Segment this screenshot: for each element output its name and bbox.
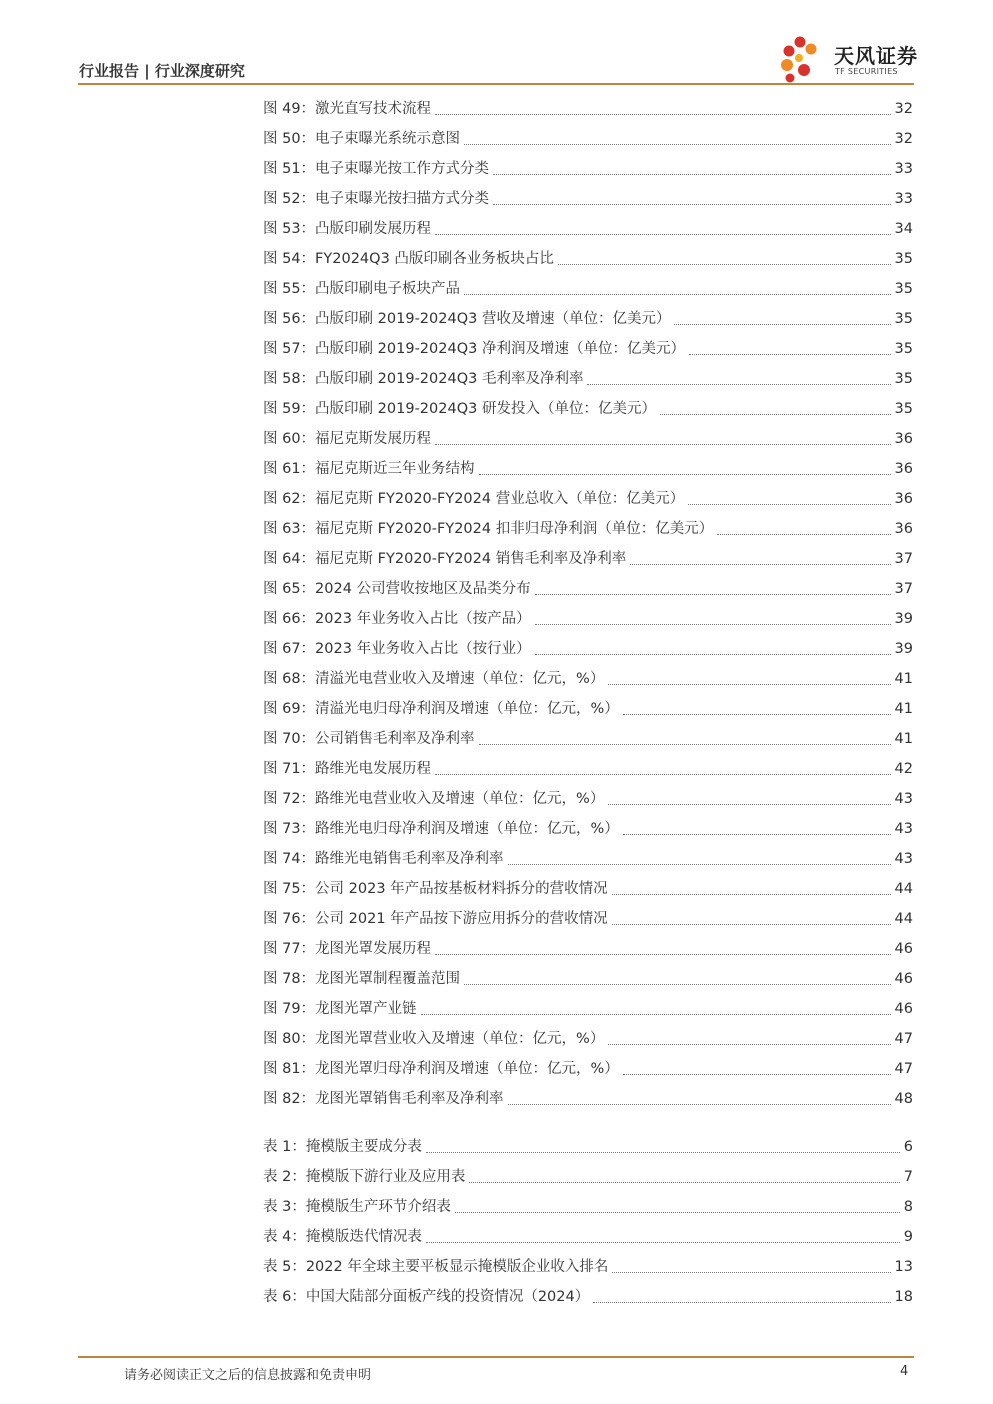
dot-leader xyxy=(426,1241,900,1243)
dot-leader xyxy=(660,413,891,415)
toc-figure-entry[interactable] xyxy=(263,784,913,814)
entry-title: 图 76：公司 2021 年产品按下游应用拆分的营收情况 xyxy=(263,911,608,927)
entry-page-number: 47 xyxy=(894,1031,913,1047)
entry-title: 图 65：2024 公司营收按地区及品类分布 xyxy=(263,581,531,597)
dot-leader xyxy=(612,1271,890,1273)
entry-title: 图 59：凸版印刷 2019-2024Q3 研发投入（单位：亿美元） xyxy=(263,401,656,417)
entry-page-number: 37 xyxy=(894,581,913,597)
entry-page-number: 36 xyxy=(894,491,913,507)
entry-title: 图 70：公司销售毛利率及净利率 xyxy=(263,731,475,747)
section-gap xyxy=(263,1114,913,1132)
dot-leader xyxy=(435,233,890,235)
dot-leader xyxy=(674,323,890,325)
dot-leader xyxy=(623,1073,891,1075)
toc-figure-entry[interactable] xyxy=(263,694,913,724)
toc-figure-entry[interactable] xyxy=(263,964,913,994)
toc-figure-entry[interactable] xyxy=(263,304,913,334)
entry-title: 图 74：路维光电销售毛利率及净利率 xyxy=(263,851,504,867)
entry-title: 图 66：2023 年业务收入占比（按产品） xyxy=(263,611,531,627)
dot-leader xyxy=(435,113,890,115)
dot-leader xyxy=(535,593,891,595)
toc-figure-entry[interactable] xyxy=(263,454,913,484)
entry-page-number: 39 xyxy=(894,641,913,657)
dot-leader xyxy=(608,803,890,805)
figure-list xyxy=(263,94,913,1114)
entry-title: 表 1：掩模版主要成分表 xyxy=(263,1139,422,1155)
toc-figure-entry[interactable] xyxy=(263,814,913,844)
entry-title: 图 78：龙图光罩制程覆盖范围 xyxy=(263,971,461,987)
toc-figure-entry[interactable] xyxy=(263,124,913,154)
entry-title: 图 80：龙图光罩营业收入及增速（单位：亿元，%） xyxy=(263,1031,605,1047)
entry-title: 图 54：FY2024Q3 凸版印刷各业务板块占比 xyxy=(263,251,554,267)
entry-title: 图 79：龙图光罩产业链 xyxy=(263,1001,417,1017)
toc-figure-entry[interactable] xyxy=(263,94,913,124)
toc-figure-entry[interactable] xyxy=(263,994,913,1024)
entry-title: 图 61：福尼克斯近三年业务结构 xyxy=(263,461,475,477)
dot-leader xyxy=(435,773,890,775)
entry-page-number: 8 xyxy=(903,1199,913,1215)
entry-page-number: 42 xyxy=(894,761,913,777)
entry-title: 图 62：福尼克斯 FY2020-FY2024 营业总收入（单位：亿美元） xyxy=(263,491,685,507)
logo-chinese-text: 天风证券 xyxy=(834,44,918,68)
dot-leader xyxy=(455,1211,900,1213)
entry-page-number: 36 xyxy=(894,521,913,537)
toc-table-entry[interactable] xyxy=(263,1192,913,1222)
entry-title: 图 72：路维光电营业收入及增速（单位：亿元，%） xyxy=(263,791,605,807)
toc-figure-entry[interactable] xyxy=(263,1024,913,1054)
flower-logo-icon xyxy=(778,34,830,84)
entry-title: 图 49：激光直写技术流程 xyxy=(263,101,432,117)
entry-page-number: 35 xyxy=(894,371,913,387)
entry-page-number: 33 xyxy=(894,191,913,207)
entry-page-number: 33 xyxy=(894,161,913,177)
dot-leader xyxy=(508,863,891,865)
entry-title: 图 53：凸版印刷发展历程 xyxy=(263,221,432,237)
dot-leader xyxy=(479,743,891,745)
dot-leader xyxy=(587,383,890,385)
toc-figure-entry[interactable] xyxy=(263,184,913,214)
dot-leader xyxy=(426,1151,900,1153)
entry-page-number: 35 xyxy=(894,401,913,417)
toc-figure-entry[interactable] xyxy=(263,424,913,454)
dot-leader xyxy=(464,143,890,145)
entry-title: 图 52：电子束曝光按扫描方式分类 xyxy=(263,191,490,207)
dot-leader xyxy=(630,563,890,565)
dot-leader xyxy=(493,173,890,175)
toc-figure-entry[interactable] xyxy=(263,754,913,784)
entry-title: 图 57：凸版印刷 2019-2024Q3 净利润及增速（单位：亿美元） xyxy=(263,341,685,357)
dot-leader xyxy=(508,1103,891,1105)
entry-page-number: 46 xyxy=(894,1001,913,1017)
entry-title: 图 71：路维光电发展历程 xyxy=(263,761,432,777)
entry-page-number: 43 xyxy=(894,791,913,807)
report-category-header: 行业报告 | 行业深度研究 xyxy=(79,62,245,80)
entry-page-number: 44 xyxy=(894,911,913,927)
entry-title: 表 6：中国大陆部分面板产线的投资情况（2024） xyxy=(263,1289,590,1305)
dot-leader xyxy=(623,713,891,715)
entry-page-number: 35 xyxy=(894,281,913,297)
dot-leader xyxy=(435,443,890,445)
table-of-contents xyxy=(263,94,913,1312)
entry-page-number: 41 xyxy=(894,671,913,687)
entry-title: 图 67：2023 年业务收入占比（按行业） xyxy=(263,641,531,657)
entry-page-number: 35 xyxy=(894,251,913,267)
entry-title: 表 5：2022 年全球主要平板显示掩模版企业收入排名 xyxy=(263,1259,609,1275)
toc-table-entry[interactable] xyxy=(263,1282,913,1312)
entry-title: 图 60：福尼克斯发展历程 xyxy=(263,431,432,447)
toc-figure-entry[interactable] xyxy=(263,724,913,754)
toc-figure-entry[interactable] xyxy=(263,664,913,694)
entry-page-number: 39 xyxy=(894,611,913,627)
toc-table-entry[interactable] xyxy=(263,1222,913,1252)
entry-page-number: 9 xyxy=(903,1229,913,1245)
logo-english-text: TF SECURITIES xyxy=(835,67,898,76)
toc-figure-entry[interactable] xyxy=(263,904,913,934)
header-divider xyxy=(78,83,914,85)
dot-leader xyxy=(608,683,890,685)
entry-page-number: 36 xyxy=(894,461,913,477)
entry-page-number: 48 xyxy=(894,1091,913,1107)
toc-figure-entry[interactable] xyxy=(263,544,913,574)
entry-page-number: 36 xyxy=(894,431,913,447)
entry-page-number: 32 xyxy=(894,101,913,117)
toc-figure-entry[interactable] xyxy=(263,934,913,964)
toc-figure-entry[interactable] xyxy=(263,244,913,274)
entry-title: 图 69：清溢光电归母净利润及增速（单位：亿元，%） xyxy=(263,701,619,717)
toc-figure-entry[interactable] xyxy=(263,334,913,364)
toc-figure-entry[interactable] xyxy=(263,484,913,514)
entry-title: 图 55：凸版印刷电子板块产品 xyxy=(263,281,461,297)
dot-leader xyxy=(535,623,891,625)
toc-table-entry[interactable] xyxy=(263,1162,913,1192)
toc-figure-entry[interactable] xyxy=(263,274,913,304)
toc-figure-entry[interactable] xyxy=(263,844,913,874)
toc-figure-entry[interactable] xyxy=(263,214,913,244)
toc-figure-entry[interactable] xyxy=(263,874,913,904)
entry-page-number: 46 xyxy=(894,971,913,987)
dot-leader xyxy=(612,893,891,895)
toc-table-entry[interactable] xyxy=(263,1252,913,1282)
entry-page-number: 43 xyxy=(894,851,913,867)
dot-leader xyxy=(464,293,890,295)
entry-title: 图 75：公司 2023 年产品按基板材料拆分的营收情况 xyxy=(263,881,608,897)
entry-page-number: 32 xyxy=(894,131,913,147)
dot-leader xyxy=(493,203,890,205)
entry-page-number: 44 xyxy=(894,881,913,897)
toc-figure-entry[interactable] xyxy=(263,514,913,544)
toc-figure-entry[interactable] xyxy=(263,1084,913,1114)
entry-title: 图 82：龙图光罩销售毛利率及净利率 xyxy=(263,1091,504,1107)
dot-leader xyxy=(688,503,890,505)
entry-page-number: 34 xyxy=(894,221,913,237)
entry-page-number: 35 xyxy=(894,341,913,357)
toc-figure-entry[interactable] xyxy=(263,394,913,424)
entry-title: 表 3：掩模版生产环节介绍表 xyxy=(263,1199,451,1215)
toc-table-entry[interactable] xyxy=(263,1132,913,1162)
dot-leader xyxy=(535,653,891,655)
footer-divider xyxy=(78,1356,914,1358)
toc-figure-entry[interactable] xyxy=(263,604,913,634)
toc-figure-entry[interactable] xyxy=(263,634,913,664)
entry-title: 表 2：掩模版下游行业及应用表 xyxy=(263,1169,466,1185)
dot-leader xyxy=(689,353,891,355)
dot-leader xyxy=(593,1301,890,1303)
entry-page-number: 46 xyxy=(894,941,913,957)
dot-leader xyxy=(479,473,891,475)
dot-leader xyxy=(612,923,891,925)
toc-figure-entry[interactable] xyxy=(263,364,913,394)
entry-title: 图 51：电子束曝光按工作方式分类 xyxy=(263,161,490,177)
toc-figure-entry[interactable] xyxy=(263,574,913,604)
entry-title: 图 50：电子束曝光系统示意图 xyxy=(263,131,461,147)
dot-leader xyxy=(421,1013,891,1015)
footer-disclaimer: 请务必阅读正文之后的信息披露和免责申明 xyxy=(124,1368,372,1383)
entry-page-number: 41 xyxy=(894,701,913,717)
dot-leader xyxy=(717,533,890,535)
entry-page-number: 6 xyxy=(903,1139,913,1155)
entry-title: 图 56：凸版印刷 2019-2024Q3 营收及增速（单位：亿美元） xyxy=(263,311,671,327)
dot-leader xyxy=(464,983,890,985)
dot-leader xyxy=(469,1181,899,1183)
toc-figure-entry[interactable] xyxy=(263,154,913,184)
entry-title: 图 68：清溢光电营业收入及增速（单位：亿元，%） xyxy=(263,671,605,687)
page-number: 4 xyxy=(900,1364,909,1379)
entry-title: 图 73：路维光电归母净利润及增速（单位：亿元，%） xyxy=(263,821,619,837)
dot-leader xyxy=(623,833,891,835)
entry-page-number: 7 xyxy=(903,1169,913,1185)
entry-page-number: 18 xyxy=(894,1289,913,1305)
entry-page-number: 35 xyxy=(894,311,913,327)
table-list xyxy=(263,1132,913,1312)
entry-page-number: 43 xyxy=(894,821,913,837)
dot-leader xyxy=(558,263,891,265)
entry-title: 图 64：福尼克斯 FY2020-FY2024 销售毛利率及净利率 xyxy=(263,551,627,567)
entry-title: 表 4：掩模版迭代情况表 xyxy=(263,1229,422,1245)
dot-leader xyxy=(435,953,890,955)
entry-title: 图 63：福尼克斯 FY2020-FY2024 扣非归母净利润（单位：亿美元） xyxy=(263,521,714,537)
toc-figure-entry[interactable] xyxy=(263,1054,913,1084)
entry-title: 图 58：凸版印刷 2019-2024Q3 毛利率及净利率 xyxy=(263,371,584,387)
entry-page-number: 37 xyxy=(894,551,913,567)
entry-page-number: 41 xyxy=(894,731,913,747)
entry-page-number: 47 xyxy=(894,1061,913,1077)
dot-leader xyxy=(608,1043,890,1045)
entry-title: 图 81：龙图光罩归母净利润及增速（单位：亿元，%） xyxy=(263,1061,619,1077)
entry-page-number: 13 xyxy=(894,1259,913,1275)
company-logo xyxy=(778,34,918,84)
entry-title: 图 77：龙图光罩发展历程 xyxy=(263,941,432,957)
